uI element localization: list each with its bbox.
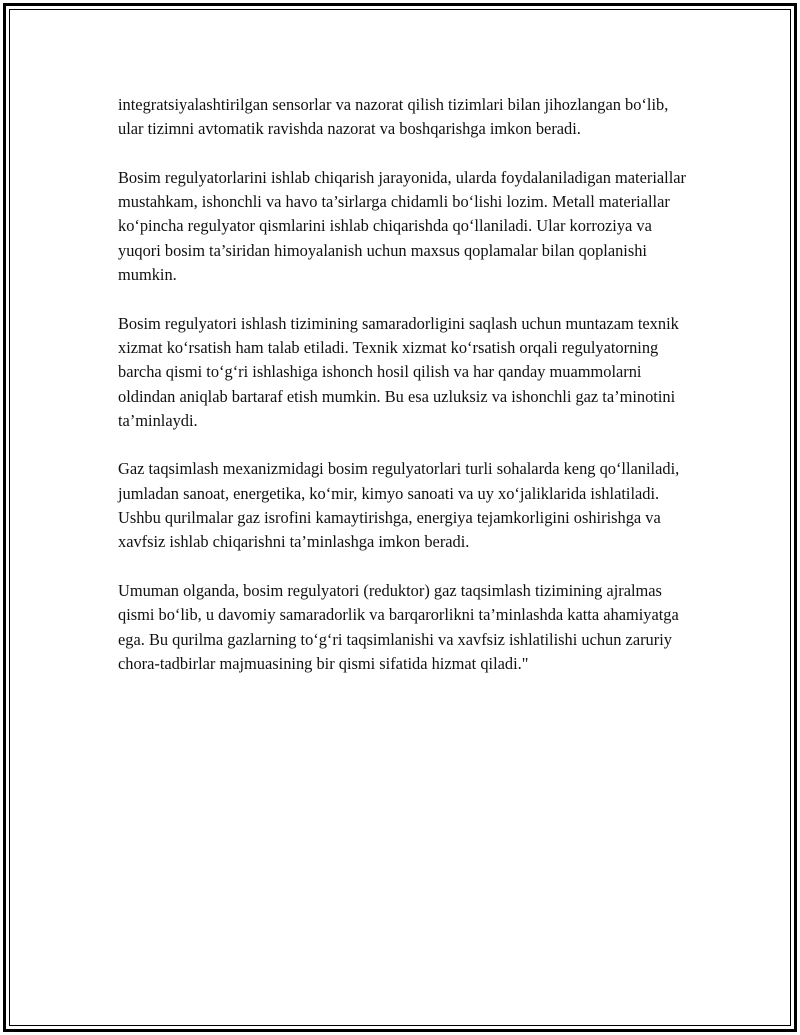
paragraph-5: Umuman olganda, bosim regulyatori (reduktor) gaz taqsimlash tizimining ajralmas qismi bo‘lib, u davomiy samaradorlik va barqarorlikni ta’minlashda katta ahamiyatga ega. Bu qurilma gazlarning to‘g‘ri taqsimlanishi va xavfsiz ishlatilishi uchun zaruriy chora-tadbirlar majmuasining bir qismi sifatida hizmat qiladi." bbox=[118, 580, 679, 673]
paragraph-1: integratsiyalashtirilgan sensorlar va nazorat qilish tizimlari bilan jihozlangan bo‘lib, ular tizimni avtomatik ravishda nazorat va boshqarishga imkon beradi. bbox=[118, 95, 669, 139]
paragraph-4: Gaz taqsimlash mexanizmidagi bosim regulyatorlari turli sohalarda keng qo‘llaniladi, jumladan sanoat, energetika, ko‘mir, kimyo sanoati va uy xo‘jaliklarida ishlatiladi. Ushbu qurilmalar gaz isrofini kamaytirishga, energiya tejamkorligini oshirishga va xavfsiz ishlab chiqarishni ta’minlashga imkon beradi. bbox=[118, 459, 680, 552]
document-body bbox=[118, 93, 693, 700]
paragraph-3: Bosim regulyatori ishlash tizimining samaradorligini saqlash uchun muntazam texnik xizmat ko‘rsatish ham talab etiladi. Texnik xizmat ko‘rsatish orqali regulyatorning barcha qismi to‘g‘ri ishlashiga ishonch hosil qilish va har qanday muammolarni oldindan aniqlab bartaraf etish mumkin. Bu esa uzluksiz va ishonchli gaz ta’minotini ta’minlaydi. bbox=[118, 313, 679, 430]
paragraph-2: Bosim regulyatorlarini ishlab chiqarish jarayonida, ularda foydalaniladigan materiallar mustahkam, ishonchli va havo ta’sirlarga chidamli bo‘lishi lozim. Metall materiallar ko‘pincha regulyator qismlarini ishlab chiqarishda qo‘llaniladi. Ular korroziya va yuqori bosim ta’siridan himoyalanish uchun maxsus qoplamalar bilan qoplanishi mumkin. bbox=[118, 167, 687, 285]
